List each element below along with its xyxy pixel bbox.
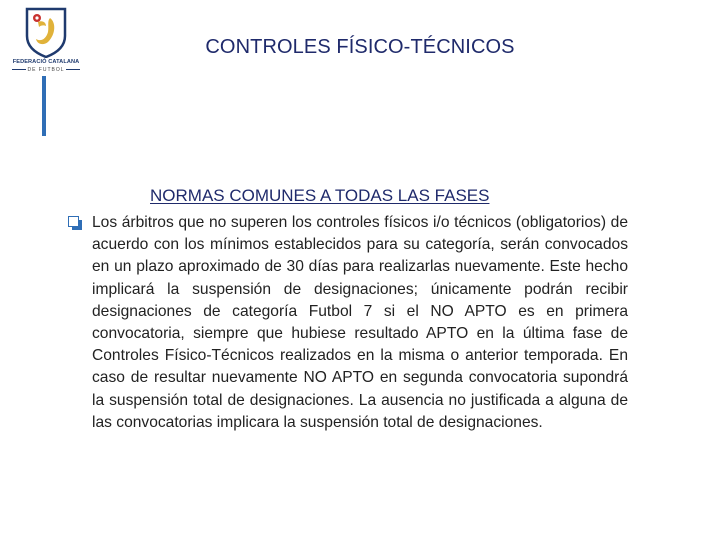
- federation-shield-icon: [24, 6, 68, 58]
- square-bullet-icon: [68, 216, 79, 227]
- accent-bar: [42, 76, 46, 136]
- logo-rule-right: [66, 69, 80, 70]
- section-heading: NORMAS COMUNES A TODAS LAS FASES: [150, 186, 490, 205]
- logo-subtitle: DE FUTBOL: [27, 67, 65, 73]
- federation-logo: [10, 4, 82, 74]
- page-title: CONTROLES FÍSICO-TÉCNICOS: [205, 36, 515, 58]
- bullet-item: [68, 212, 628, 434]
- bullet-text: Los árbitros que no superen los controles físicos i/o técnicos (obligatorios) de acuerdo con los mínimos establecidos para su categoría, serán convocados en un plazo aproximado de 30 días para realizarlas nuevamente. Este hecho implicará la suspensión de designaciones; únicamente podrán recibir designaciones de categoría Futbol 7 si el NO APTO es en primera convocatoria, siempre que hubiese resultado APTO en la última fase de Controles Físico-Técnicos realizados en la misma o anterior temporada. En caso de resultar nuevamente NO APTO en segunda convocatoria supondrá la suspensión total de designaciones. La ausencia no justificada a alguna de las convocatorias implicara la suspensión total de designaciones.: [92, 214, 628, 431]
- logo-name: FEDERACIÓ CATALANA: [12, 59, 80, 65]
